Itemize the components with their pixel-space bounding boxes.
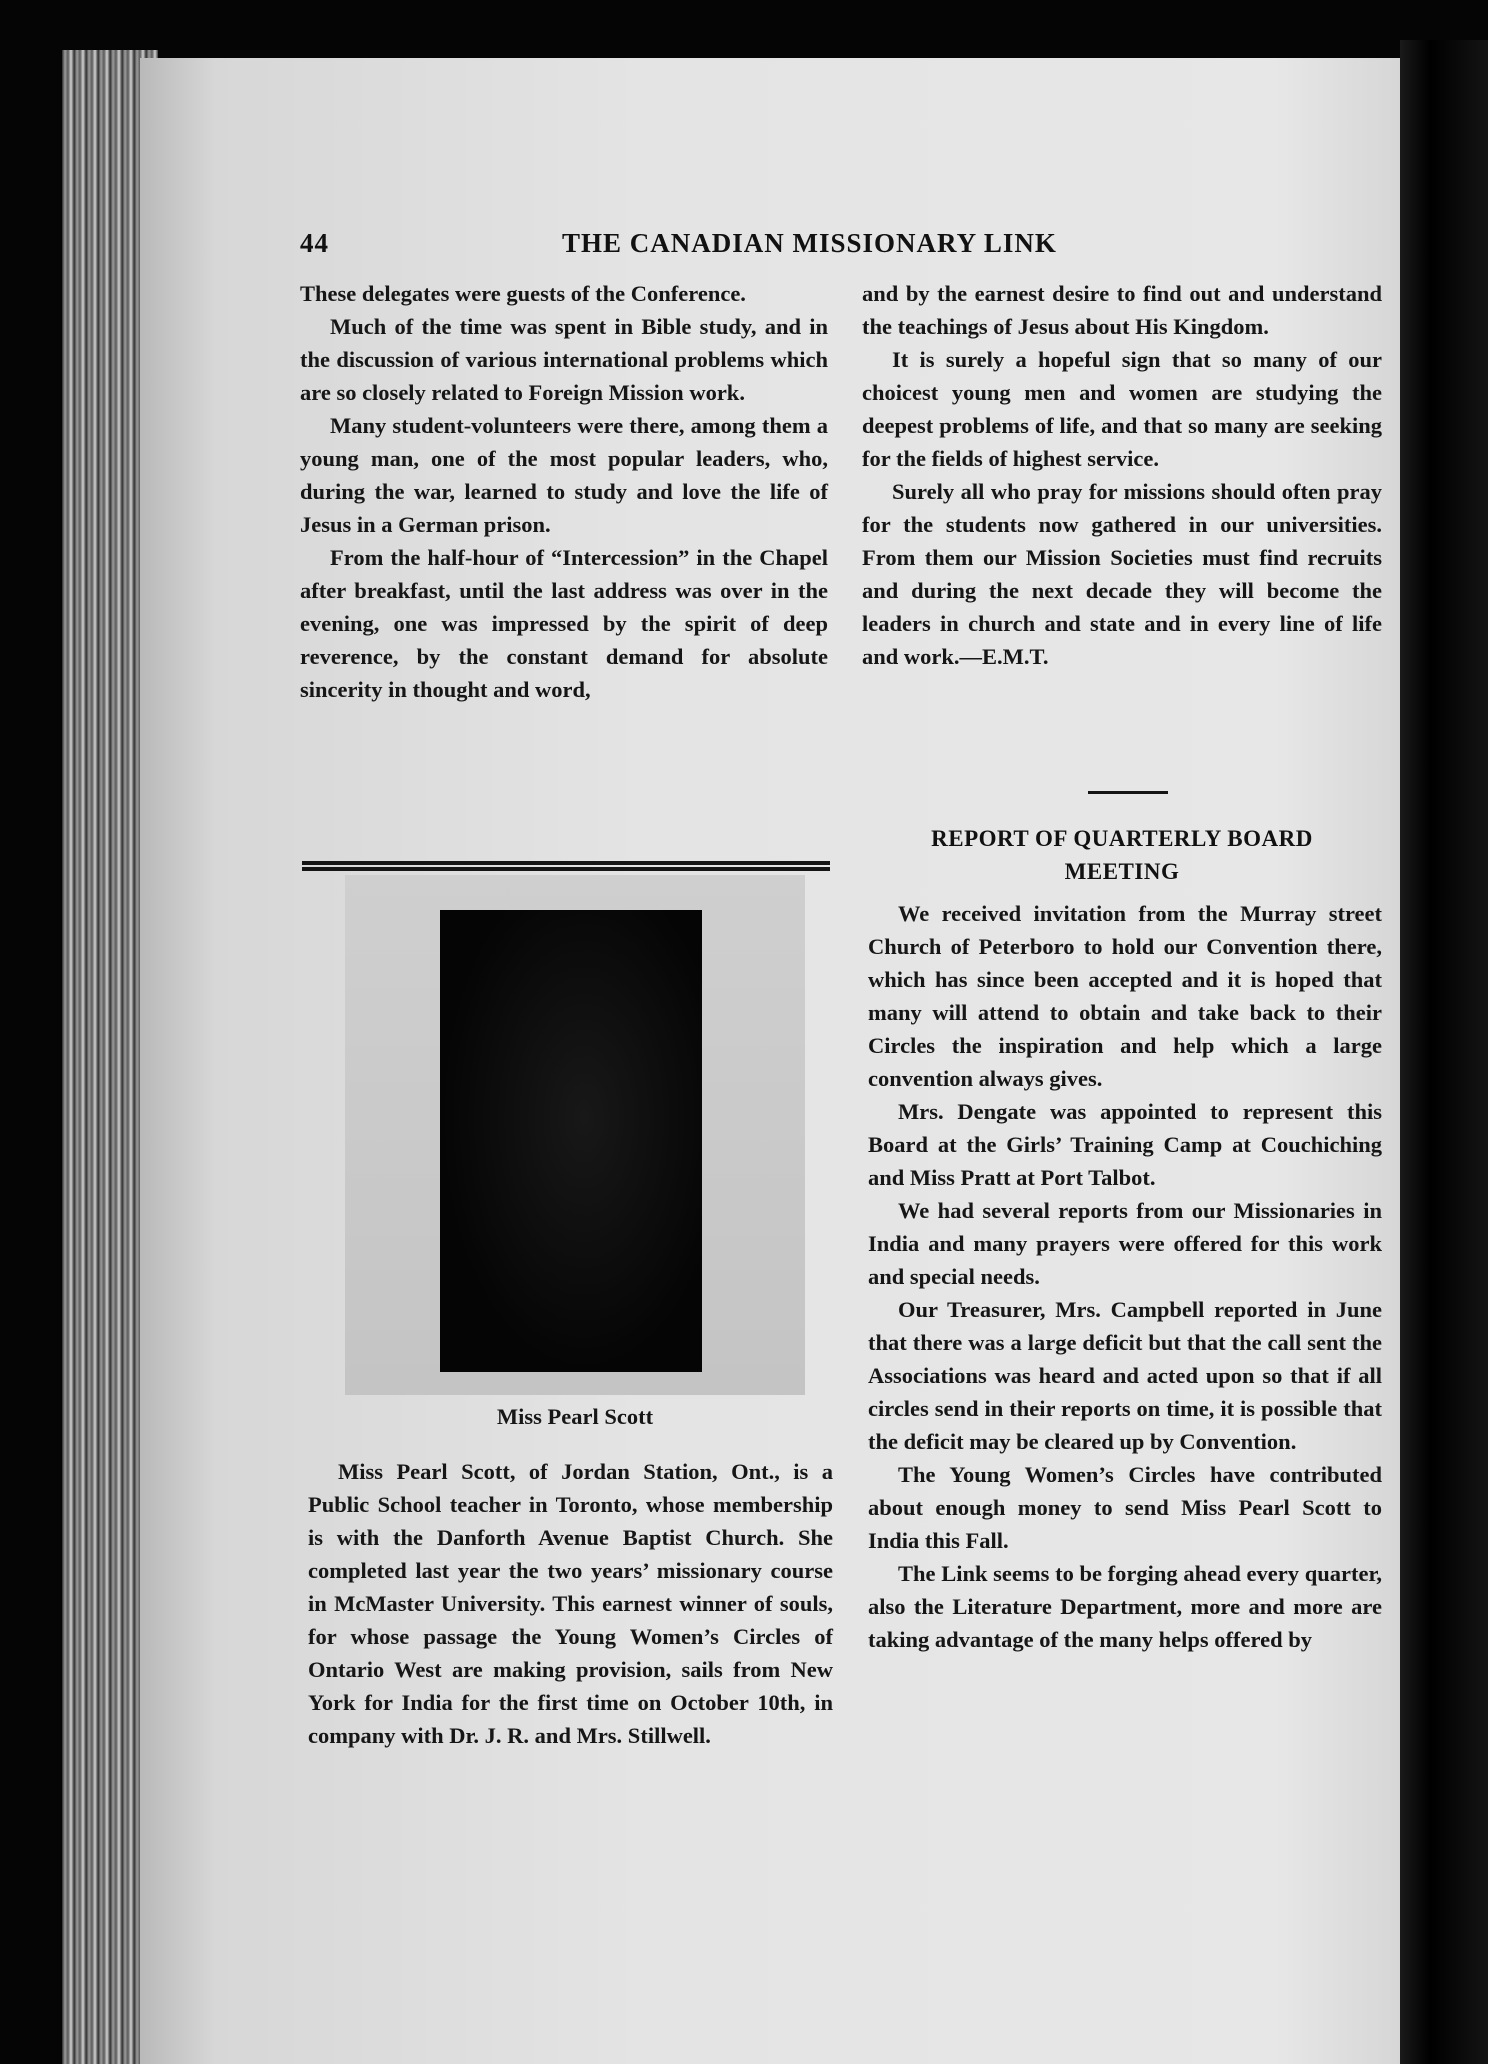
paragraph: Our Treasurer, Mrs. Campbell reported in June that there was a large deficit but that the call sent the Associations was heard and acted upon so that if all circles send in their reports on time, it is possible that the deficit may be cleared up by Convention. [868,1297,1382,1454]
photo-caption: Miss Pearl Scott [496,1404,654,1429]
paragraph: Surely all who pray for missions should often pray for the students now gathered in our universities. From them our Mission Societies must find recruits and during the next decade they will become the leaders in church and state and in every line of life and work.—E.M.T. [862,479,1382,669]
section-divider [1088,791,1168,794]
left-column-top [300,277,828,706]
book-binding-shadow [1400,40,1488,2064]
paragraph: and by the earnest desire to find out and understand the teachings of Jesus about His Kingdom. [862,281,1382,339]
paragraph: From the half-hour of “Intercession” in the Chapel after breakfast, until the last address was over in the evening, one was impressed by the spirit of deep reverence, by the constant demand for absolute sincerity in thought and word, [300,545,828,702]
paragraph: Mrs. Dengate was appointed to represent this Board at the Girls’ Training Camp at Couchiching and Miss Pratt at Port Talbot. [868,1099,1382,1190]
paragraph: Much of the time was spent in Bible study, and in the discussion of various international problems which are so closely related to Foreign Mission work. [300,314,828,405]
double-rule-divider [302,861,830,871]
paragraph: These delegates were guests of the Conference. [300,281,746,306]
paragraph: The Young Women’s Circles have contributed about enough money to send Miss Pearl Scott to India this Fall. [868,1462,1382,1553]
publication-title: THE CANADIAN MISSIONARY LINK [562,228,1057,258]
paragraph: Miss Pearl Scott, of Jordan Station, Ont., is a Public School teacher in Toronto, whose membership is with the Danforth Avenue Baptist Church. She completed last year the two years’ missionary course in McMaster University. This earnest winner of souls, for whose passage the Young Women’s Circles of Ontario West are making provision, sails from New York for India for the first time on October 10th, in company with Dr. J. R. and Mrs. Stillwell. [308,1459,833,1748]
right-column-top [862,277,1382,673]
section-heading-line: MEETING [1064,859,1180,884]
page-number: 44 [300,228,329,258]
paragraph: The Link seems to be forging ahead every quarter, also the Literature Department, more and more are taking advantage of the many helps offered by [868,1561,1382,1652]
right-column-bottom [868,897,1382,1656]
paragraph: We received invitation from the Murray street Church of Peterboro to hold our Convention there, which has since been accepted and it is hoped that many will attend to obtain and take back to their Circles the inspiration and help which a large convention always gives. [868,901,1382,1091]
running-header [300,228,1385,268]
paragraph: It is surely a hopeful sign that so many of our choicest young men and women are studying the deepest problems of life, and that so many are seeking for the fields of highest service. [862,347,1382,471]
section-heading-line: REPORT OF QUARTERLY BOARD [931,826,1313,851]
section-heading [862,822,1382,888]
paragraph: Many student-volunteers were there, among them a young man, one of the most popular leaders, who, during the war, learned to study and love the life of Jesus in a German prison. [300,413,828,537]
portrait-photo [440,910,702,1372]
left-column-bottom [308,1455,833,1752]
paragraph: We had several reports from our Missionaries in India and many prayers were offered for this work and special needs. [868,1198,1382,1289]
